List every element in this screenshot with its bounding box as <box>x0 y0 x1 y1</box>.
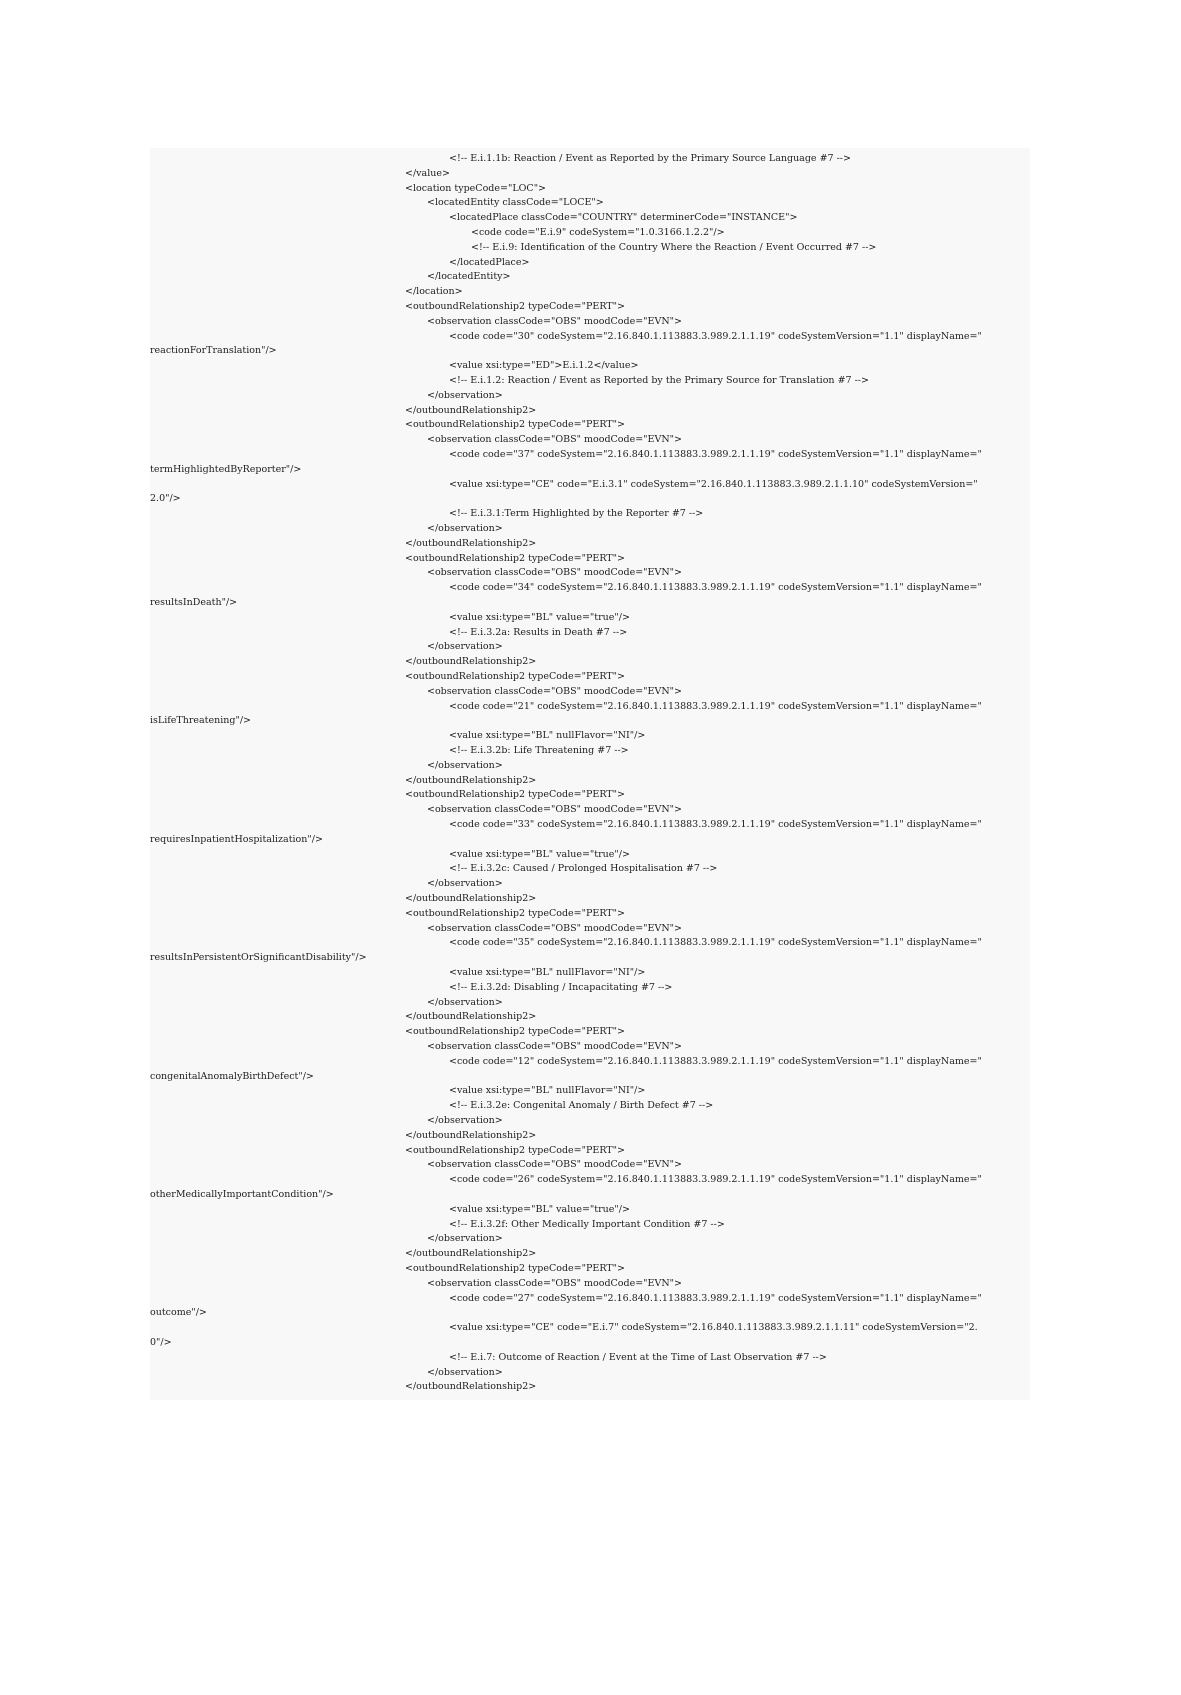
xml-line: <observation classCode="OBS" moodCode="EVN"> <box>427 315 682 327</box>
xml-line: </outboundRelationship2> <box>405 893 537 904</box>
xml-line: <code code="33" codeSystem="2.16.840.1.113883.3.989.2.1.1.19" codeSystemVersion="1.1" displayName=" <box>449 819 982 830</box>
xml-line: <observation classCode="OBS" moodCode="EVN"> <box>427 804 682 816</box>
xml-line: <!-- E.i.3.2c: Caused / Prolonged Hospitalisation #7 --> <box>449 863 718 875</box>
xml-line: <outboundRelationship2 typeCode="PERT"> <box>405 1263 625 1274</box>
xml-line: otherMedicallyImportantCondition"/> <box>150 1189 334 1200</box>
xml-line: <locatedPlace classCode="COUNTRY" determinerCode="INSTANCE"> <box>449 212 798 224</box>
xml-line: isLifeThreatening"/> <box>150 715 252 727</box>
xml-line: <code code="30" codeSystem="2.16.840.1.113883.3.989.2.1.1.19" codeSystemVersion="1.1" displayName=" <box>449 330 982 342</box>
xml-line: </locatedPlace> <box>449 256 530 268</box>
xml-line: </observation> <box>427 878 503 890</box>
xml-line: <code code="34" codeSystem="2.16.840.1.113883.3.989.2.1.1.19" codeSystemVersion="1.1" displayName=" <box>449 582 982 594</box>
xml-line: </observation> <box>427 1115 503 1126</box>
xml-line: <outboundRelationship2 typeCode="PERT"> <box>405 419 625 431</box>
xml-line: <!-- E.i.3.2e: Congenital Anomaly / Birth Defect #7 --> <box>449 1100 714 1112</box>
xml-line: <outboundRelationship2 typeCode="PERT"> <box>405 1026 625 1038</box>
xml-line: outcome"/> <box>150 1307 207 1319</box>
xml-line: <outboundRelationship2 typeCode="PERT"> <box>405 907 625 919</box>
xml-line: <value xsi:type="BL" value="true"/> <box>449 1203 630 1215</box>
xml-line: <outboundRelationship2 typeCode="PERT"> <box>405 789 625 801</box>
xml-line: reactionForTranslation"/> <box>150 345 277 357</box>
xml-line: <outboundRelationship2 typeCode="PERT"> <box>405 301 625 312</box>
xml-line: <outboundRelationship2 typeCode="PERT"> <box>405 1144 625 1156</box>
xml-line: <observation classCode="OBS" moodCode="EVN"> <box>427 1159 682 1171</box>
xml-line: </outboundRelationship2> <box>405 1381 537 1393</box>
xml-line: <value xsi:type="ED">E.i.1.2</value> <box>449 360 639 372</box>
xml-line: <!-- E.i.3.2b: Life Threatening #7 --> <box>449 745 629 756</box>
xml-line: <observation classCode="OBS" moodCode="EVN"> <box>427 1041 682 1052</box>
xml-line: 0"/> <box>150 1337 172 1348</box>
xml-line: <location typeCode="LOC"> <box>405 182 547 194</box>
xml-line: </outboundRelationship2> <box>405 656 537 668</box>
xml-line: <!-- E.i.1.2: Reaction / Event as Reported by the Primary Source for Translation #7 --> <box>449 375 869 386</box>
xml-line: resultsInDeath"/> <box>150 597 238 608</box>
xml-line: <code code="26" codeSystem="2.16.840.1.113883.3.989.2.1.1.19" codeSystemVersion="1.1" displayName=" <box>449 1174 982 1186</box>
xml-line: <observation classCode="OBS" moodCode="EVN"> <box>427 1277 682 1289</box>
xml-line: <code code="35" codeSystem="2.16.840.1.113883.3.989.2.1.1.19" codeSystemVersion="1.1" displayName=" <box>449 937 982 949</box>
xml-line: resultsInPersistentOrSignificantDisability"/> <box>150 952 367 964</box>
xml-line: <observation classCode="OBS" moodCode="EVN"> <box>427 567 682 579</box>
xml-line: <code code="37" codeSystem="2.16.840.1.113883.3.989.2.1.1.19" codeSystemVersion="1.1" displayName=" <box>449 449 982 460</box>
xml-line: <!-- E.i.3.1:Term Highlighted by the Reporter #7 --> <box>449 508 704 520</box>
xml-line: <value xsi:type="BL" nullFlavor="NI"/> <box>449 730 646 742</box>
xml-line: <value xsi:type="BL" nullFlavor="NI"/> <box>449 967 646 978</box>
xml-line: <observation classCode="OBS" moodCode="EVN"> <box>427 922 682 934</box>
xml-line: </observation> <box>427 996 503 1008</box>
xml-line: </observation> <box>427 1366 503 1378</box>
xml-line: </locatedEntity> <box>427 271 511 283</box>
xml-line: <!-- E.i.7: Outcome of Reaction / Event at the Time of Last Observation #7 --> <box>449 1351 827 1363</box>
xml-line: <!-- E.i.1.1b: Reaction / Event as Reported by the Primary Source Language #7 --> <box>449 153 851 164</box>
xml-line: <code code="12" codeSystem="2.16.840.1.113883.3.989.2.1.1.19" codeSystemVersion="1.1" displayName=" <box>449 1055 982 1067</box>
xml-line: </observation> <box>427 523 503 534</box>
xml-line: <value xsi:type="BL" value="true"/> <box>449 848 630 860</box>
xml-line: congenitalAnomalyBirthDefect"/> <box>150 1070 314 1082</box>
xml-line: </outboundRelationship2> <box>405 404 537 416</box>
xml-line: </observation> <box>427 641 503 653</box>
xml-line: </outboundRelationship2> <box>405 774 537 786</box>
xml-line: <code code="27" codeSystem="2.16.840.1.113883.3.989.2.1.1.19" codeSystemVersion="1.1" displayName=" <box>449 1292 982 1304</box>
xml-line: termHighlightedByReporter"/> <box>150 463 302 475</box>
xml-line: </outboundRelationship2> <box>405 537 537 549</box>
xml-line: 2.0"/> <box>150 493 181 505</box>
xml-line: </observation> <box>427 1233 503 1245</box>
xml-line: </observation> <box>427 389 503 401</box>
xml-line: requiresInpatientHospitalization"/> <box>150 833 323 845</box>
xml-line: </value> <box>405 167 450 179</box>
xml-line: </outboundRelationship2> <box>405 1248 537 1260</box>
xml-line: <observation classCode="OBS" moodCode="EVN"> <box>427 434 682 446</box>
xml-line: <!-- E.i.9: Identification of the Country Where the Reaction / Event Occurred #7 --> <box>471 241 877 253</box>
xml-line: <code code="21" codeSystem="2.16.840.1.113883.3.989.2.1.1.19" codeSystemVersion="1.1" displayName=" <box>449 700 982 712</box>
xml-line: <value xsi:type="CE" code="E.i.3.1" codeSystem="2.16.840.1.113883.3.989.2.1.1.10" codeSystemVersion=" <box>449 478 978 490</box>
xml-line: </outboundRelationship2> <box>405 1129 537 1141</box>
xml-line: <!-- E.i.3.2d: Disabling / Incapacitating #7 --> <box>449 981 673 993</box>
xml-line: <!-- E.i.3.2a: Results in Death #7 --> <box>449 626 628 638</box>
xml-line: <!-- E.i.3.2f: Other Medically Important Condition #7 --> <box>449 1218 725 1230</box>
xml-line: <outboundRelationship2 typeCode="PERT"> <box>405 671 625 682</box>
xml-line: </location> <box>405 286 463 298</box>
xml-line: <code code="E.i.9" codeSystem="1.0.3166.1.2.2"/> <box>471 227 725 238</box>
xml-line: <locatedEntity classCode="LOCE"> <box>427 197 604 209</box>
xml-line: <outboundRelationship2 typeCode="PERT"> <box>405 552 625 564</box>
xml-line: </observation> <box>427 759 503 771</box>
xml-line: <value xsi:type="CE" code="E.i.7" codeSystem="2.16.840.1.113883.3.989.2.1.1.11" codeSystemVersion="2. <box>449 1322 978 1334</box>
xml-line: <value xsi:type="BL" nullFlavor="NI"/> <box>449 1085 646 1097</box>
xml-code-block <box>150 148 1030 1400</box>
xml-line: <observation classCode="OBS" moodCode="EVN"> <box>427 685 682 697</box>
xml-line: <value xsi:type="BL" value="true"/> <box>449 611 630 623</box>
xml-line: </outboundRelationship2> <box>405 1011 537 1023</box>
